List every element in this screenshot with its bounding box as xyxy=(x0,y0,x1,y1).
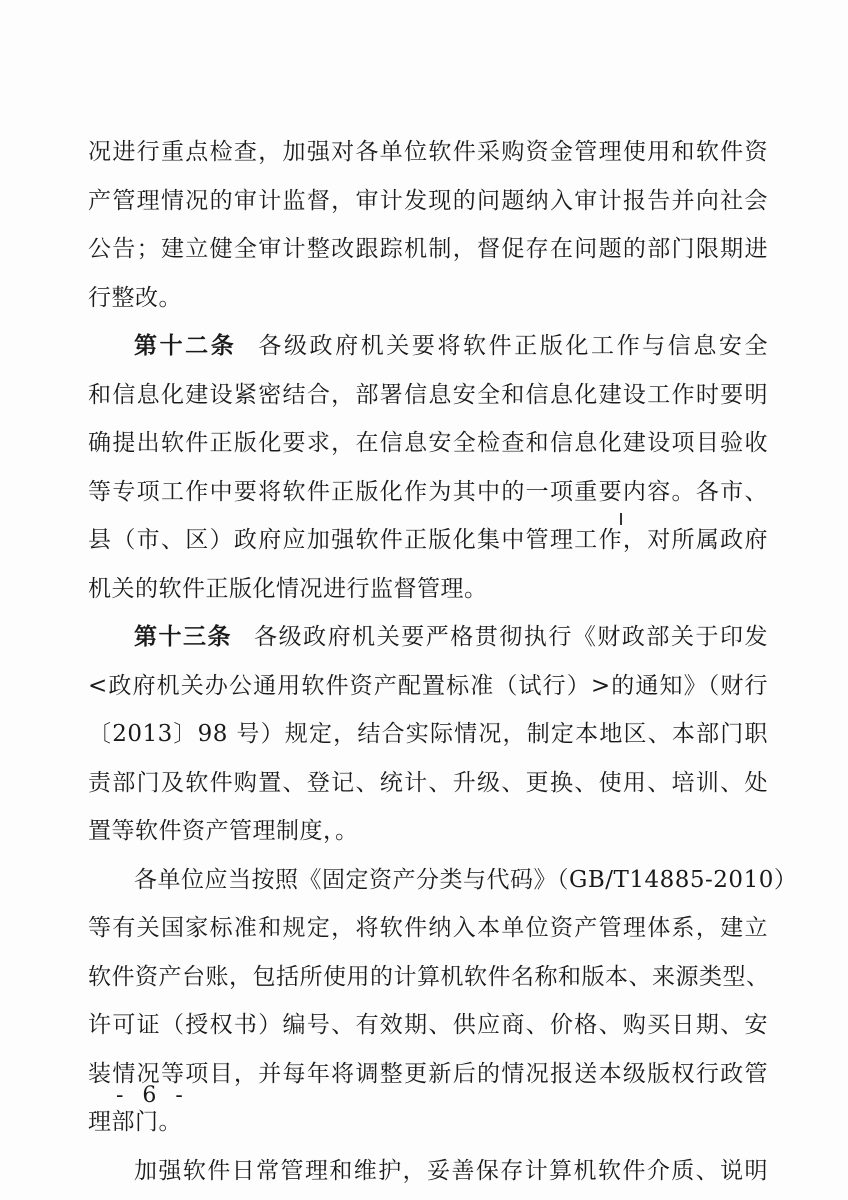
page-number: - 6 - xyxy=(116,1083,189,1108)
text-line-18: 软件资产台账，包括所使用的计算机软件名称和版本、来源类型、 xyxy=(88,963,770,990)
text-line-8: 等专项工作中要将软件正版化作为其中的一项重要内容。各市、 xyxy=(88,478,768,505)
text-line-13: 〔2013〕98 号）规定，结合实际情况，制定本地区、本部门职 xyxy=(88,721,768,747)
text-line-20: 装情况等项目，并每年将调整更新后的情况报送本级版权行政管 xyxy=(88,1060,768,1087)
text-line-9: 县（市、区）政府应加强软件正版化集中管理工作，对所属政府 xyxy=(88,527,768,553)
text-line-22: 加强软件日常管理和维护，妥善保存计算机软件介质、说明 xyxy=(134,1157,768,1184)
text-line-6: 和信息化建设紧密结合，部署信息安全和信息化建设工作时要明 xyxy=(88,381,768,408)
article-13-first-line: 第十三条 各级政府机关要严格贯彻执行《财政部关于印发 xyxy=(134,623,769,650)
text-line-10: 机关的软件正版化情况进行监督管理。 xyxy=(88,575,488,602)
text-line-2: 产管理情况的审计监督，审计发现的问题纳入审计报告并向社会 xyxy=(88,187,768,214)
text-line-4: 行整改。 xyxy=(88,284,182,311)
text-line-21: 理部门。 xyxy=(88,1109,182,1135)
text-line-19: 许可证（授权书）编号、有效期、供应商、价格、购买日期、安 xyxy=(88,1012,768,1038)
scan-mark xyxy=(620,513,622,525)
text-line-16: 各单位应当按照《固定资产分类与代码》（GB/T14885-2010） xyxy=(134,866,798,893)
text-line-1: 况进行重点检查，加强对各单位软件采购资金管理使用和软件资 xyxy=(88,139,768,165)
text-line-14: 责部门及软件购置、登记、统计、升级、更换、使用、培训、处 xyxy=(88,769,768,796)
article-13-heading: 第十三条 xyxy=(134,623,233,650)
article-12-heading: 第十二条 xyxy=(134,332,237,359)
text-line-17: 等有关国家标准和规定，将软件纳入本单位资产管理体系，建立 xyxy=(88,915,768,941)
text-line-7: 确提出软件正版化要求，在信息安全检查和信息化建设项目验收 xyxy=(88,430,768,456)
text-line-12: <政府机关办公通用软件资产配置标准（试行）>的通知》（财行 xyxy=(88,672,768,699)
body-text xyxy=(88,128,798,1195)
article-12-first-line: 第十二条 各级政府机关要将软件正版化工作与信息安全 xyxy=(134,332,769,359)
text-line-15: 置等软件资产管理制度，。 xyxy=(88,818,359,844)
text-line-3: 公告；建立健全审计整改跟踪机制，督促存在问题的部门限期进 xyxy=(88,236,768,262)
